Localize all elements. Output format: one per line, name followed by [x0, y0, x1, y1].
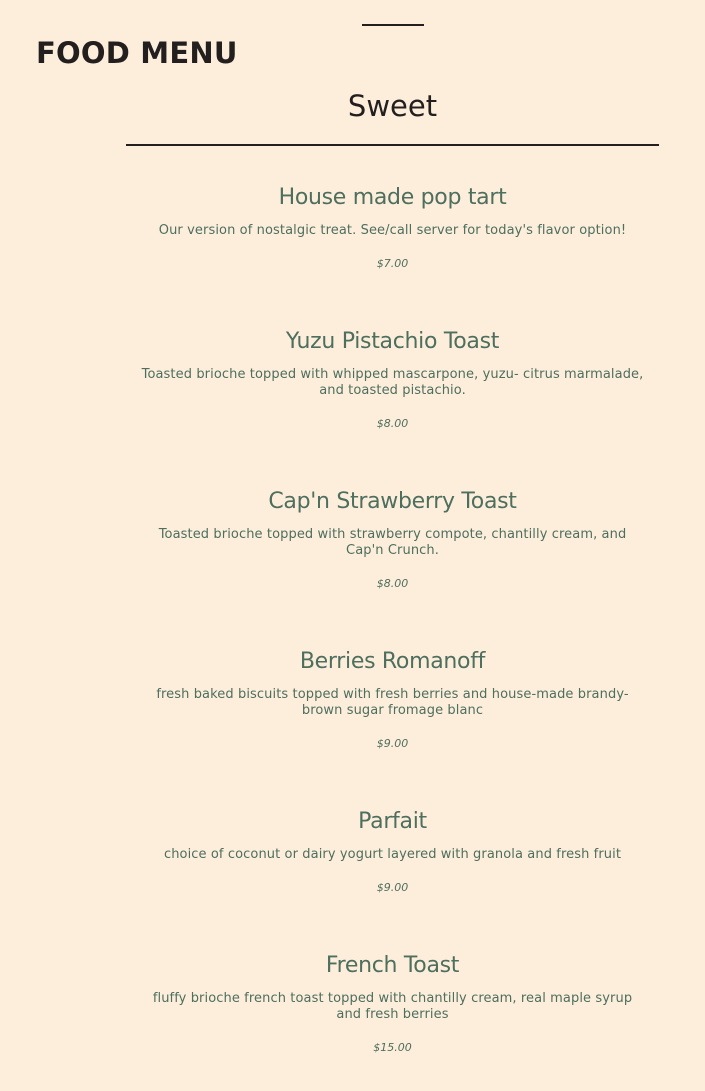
page-title: FOOD MENU [36, 36, 238, 70]
menu-item-price: $9.00 [376, 737, 409, 750]
menu-item-name: Parfait [358, 809, 427, 834]
section-divider [126, 144, 659, 146]
menu-item-name: French Toast [325, 953, 460, 978]
menu-item [140, 807, 645, 895]
menu-item [140, 183, 645, 271]
menu-item-name: Cap'n Strawberry Toast [268, 489, 517, 514]
section-sweet [126, 84, 659, 146]
menu-item [140, 327, 645, 431]
section-title: Sweet [347, 89, 438, 123]
menu-item-name: House made pop tart [278, 185, 507, 210]
menu-item-price: $8.00 [376, 417, 409, 430]
menu-item-description: Toasted brioche topped with strawberry compote, chantilly cream, and Cap'n Crunch. [158, 527, 627, 558]
menu-item [140, 487, 645, 591]
menu-item-description: fluffy brioche french toast topped with chantilly cream, real maple syrup and fresh berries [152, 991, 633, 1022]
menu-item-price: $9.00 [376, 881, 409, 894]
top-divider [362, 24, 424, 26]
menu-item-price: $7.00 [376, 257, 409, 270]
menu-item-description: choice of coconut or dairy yogurt layered with granola and fresh fruit [163, 847, 622, 862]
menu-item-name: Yuzu Pistachio Toast [285, 329, 500, 354]
menu-item-price: $8.00 [376, 577, 409, 590]
menu-item-description: fresh baked biscuits topped with fresh berries and house-made brandy-brown sugar fromage blanc [156, 687, 629, 718]
menu-item-description: Toasted brioche topped with whipped mascarpone, yuzu- citrus marmalade, and toasted pistachio. [141, 367, 644, 398]
menu-item [140, 951, 645, 1055]
menu-item-price: $15.00 [373, 1041, 412, 1054]
menu-item-name: Berries Romanoff [299, 649, 486, 674]
menu-item [140, 647, 645, 751]
menu-item-description: Our version of nostalgic treat. See/call server for today's flavor option! [158, 223, 627, 238]
